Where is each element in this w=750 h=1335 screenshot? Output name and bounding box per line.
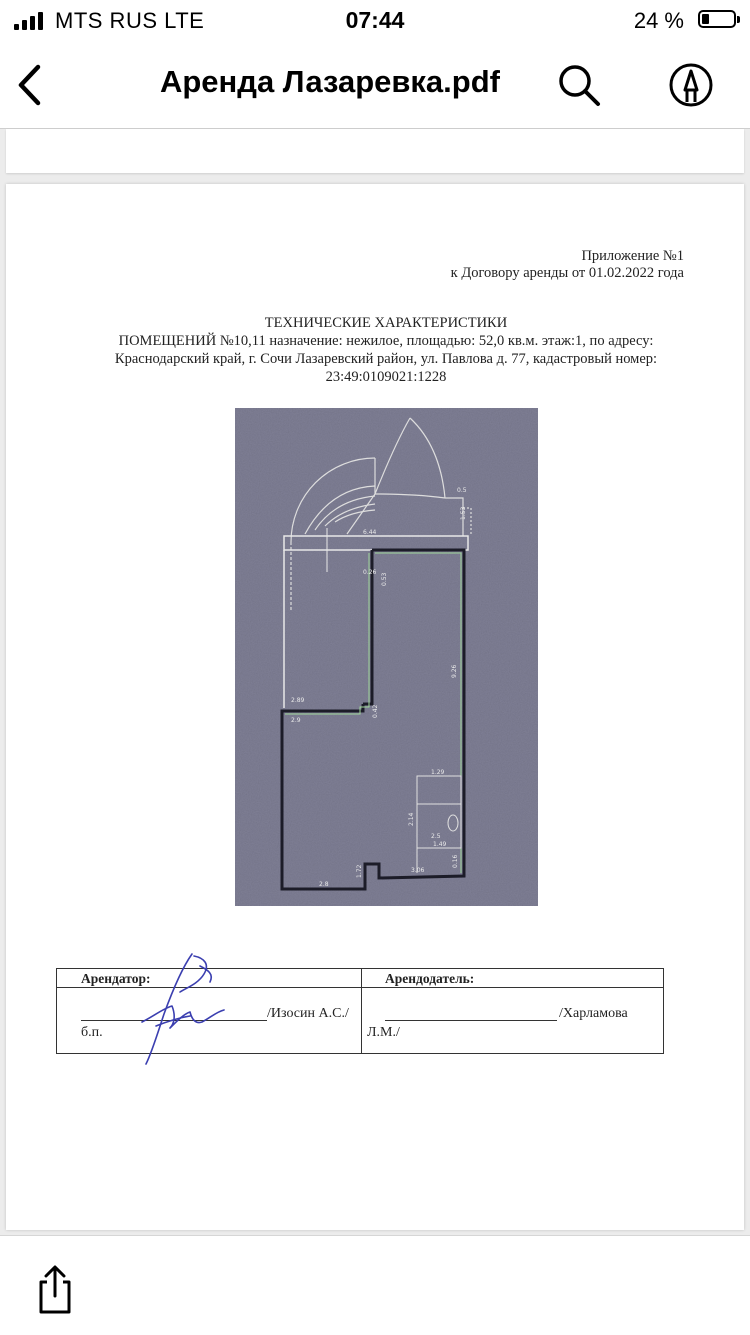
landlord-name: /Харламова	[559, 1006, 628, 1021]
previous-page-edge	[6, 129, 744, 173]
dim-label-0-42: 0.42	[372, 704, 379, 718]
tenant-name: /Изосин А.С./	[267, 1006, 349, 1021]
dim-label-0-16: 0.16	[452, 854, 459, 868]
dim-label-1-72: 1.72	[356, 864, 363, 878]
pdf-page[interactable]	[6, 184, 744, 1230]
handwritten-signature	[134, 952, 234, 1067]
heading-line-3: Краснодарский край, г. Сочи Лазаревский район, ул. Павлова д. 77, кадастровый номер:	[114, 351, 658, 367]
bottom-toolbar	[0, 1235, 750, 1335]
dim-label-2-5: 2.5	[431, 833, 441, 840]
clock: 07:44	[345, 7, 405, 33]
heading-line-2: ПОМЕЩЕНИЙ №10,11 назначение: нежилое, площадью: 52,0 кв.м. этаж:1, по адресу:	[118, 333, 654, 349]
markup-button[interactable]	[666, 60, 716, 110]
dim-label-0-53: 0.53	[381, 572, 388, 586]
share-icon	[33, 1264, 77, 1316]
landlord-label: Арендодатель:	[385, 971, 475, 986]
dim-label-0-5: 0.5	[457, 487, 467, 494]
battery-icon	[698, 10, 736, 28]
status-bar	[0, 0, 750, 42]
dim-label-0-26: 0.26	[363, 569, 377, 576]
document-heading	[66, 314, 706, 386]
appendix-line-1: Приложение №1	[581, 248, 684, 264]
dim-label-1-29: 1.29	[431, 769, 445, 776]
dim-label-9-26: 9.26	[451, 664, 458, 678]
search-icon	[554, 60, 604, 110]
chevron-left-icon	[14, 62, 50, 108]
dim-label-3-06: 3.06	[411, 867, 425, 874]
tenant-suffix: б.п.	[81, 1025, 103, 1040]
dim-label-2-89: 2.89	[291, 697, 305, 704]
dim-label-1-53: 1.53	[460, 506, 467, 520]
appendix-header	[451, 248, 684, 282]
carrier-label: MTS RUS LTE	[55, 8, 205, 33]
landlord-suffix: Л.М./	[367, 1025, 400, 1040]
appendix-line-2: к Договору аренды от 01.02.2022 года	[450, 265, 684, 281]
markup-pen-icon	[666, 60, 716, 110]
dim-label-2-14: 2.14	[408, 812, 415, 826]
tenant-label: Арендатор:	[81, 971, 151, 986]
search-button[interactable]	[554, 60, 604, 110]
dim-label-1-49: 1.49	[433, 841, 447, 848]
document-title: Аренда Лазаревка.pdf	[159, 64, 500, 99]
battery-fill	[702, 14, 709, 24]
dim-label-2-8: 2.8	[319, 881, 329, 888]
back-button[interactable]	[14, 62, 50, 108]
dim-label-6-44: 6.44	[363, 529, 377, 536]
heading-line-1: ТЕХНИЧЕСКИЕ ХАРАКТЕРИСТИКИ	[264, 315, 508, 331]
heading-line-4: 23:49:0109021:1228	[325, 369, 447, 385]
share-button[interactable]	[33, 1264, 77, 1316]
dim-label-2-9: 2.9	[291, 717, 301, 724]
landlord-signature-line	[385, 1020, 557, 1021]
floor-plan-image	[235, 408, 538, 906]
battery-percent: 24 %	[633, 8, 684, 33]
nav-bar	[0, 42, 750, 129]
